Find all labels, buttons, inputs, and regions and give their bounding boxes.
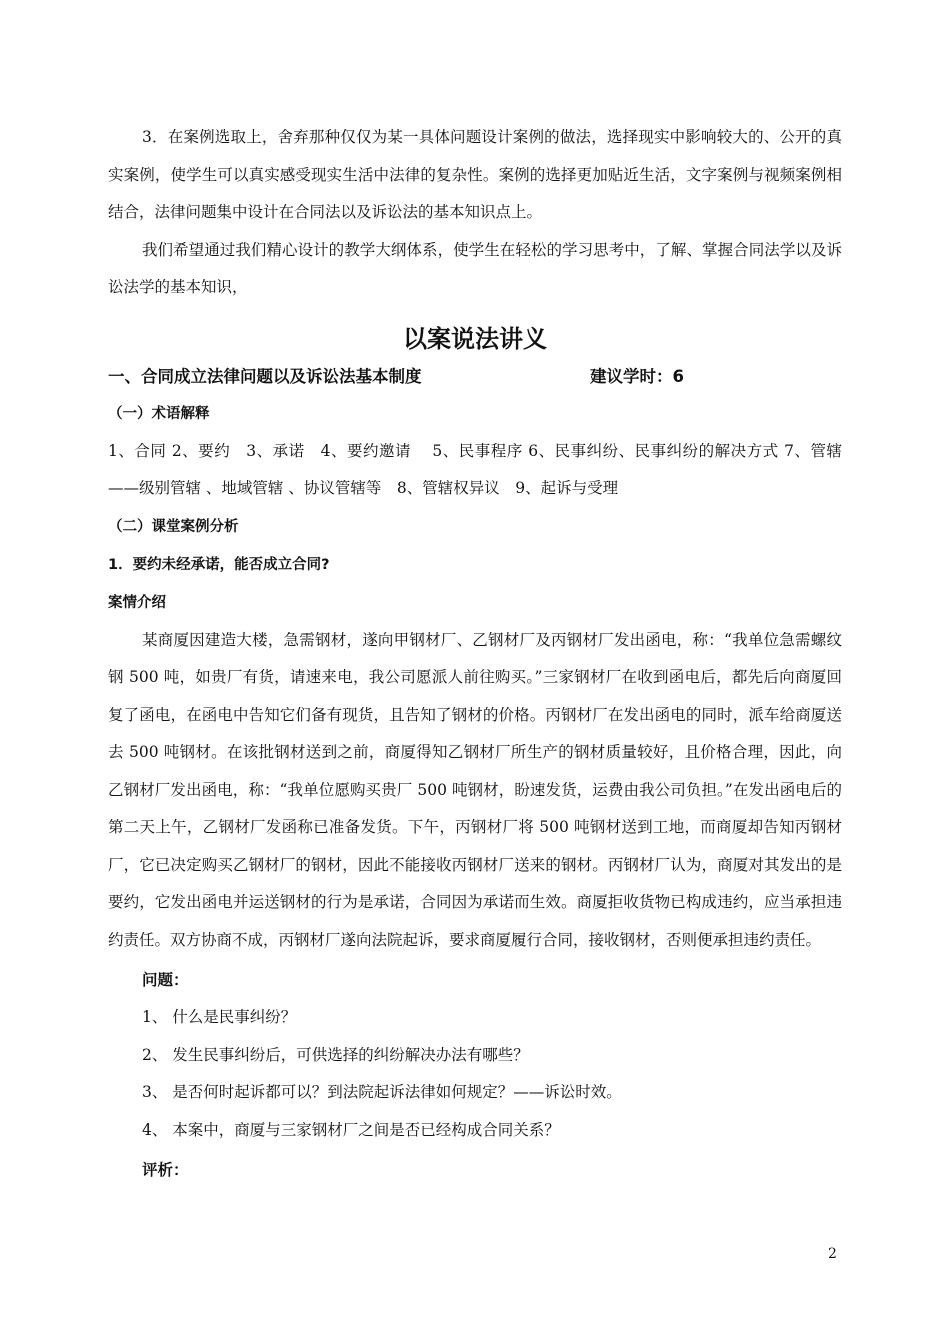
intro-paragraph-1: 3．在案例选取上，舍弃那种仅仅为某一具体问题设计案例的做法，选择现实中影响较大的、公开的真实案例，使学生可以真实感受现实生活中法律的复杂性。案例的选择更加贴近生活，文字案例与视频案例相结合，法律问题集中设计在合同法以及诉讼法的基本知识点上。: [108, 128, 842, 221]
document-title: 以案说法讲义: [403, 324, 547, 353]
section-heading: [108, 359, 842, 395]
page-number: 2: [828, 1246, 837, 1262]
intro-paragraph-2: 我们希望通过我们精心设计的教学大纲体系，使学生在轻松的学习思考中，了解、掌握合同法学以及诉讼法学的基本知识，: [108, 240, 842, 296]
section-title: 一、合同成立法律问题以及诉讼法基本制度: [108, 366, 422, 386]
terms-list: 1、合同 2、要约 3、承诺 4、要约邀请 5、民事程序 6、民事纠纷、民事纠纷的解决方式 7、管辖——级别管辖 、地域管辖 、协议管辖等 8、管辖权异议 9、起诉与受理: [108, 441, 842, 497]
question-item: 4、 本案中，商厦与三家钢材厂之间是否已经构成合同关系？: [142, 1120, 560, 1139]
terms-heading: （一）术语解释: [108, 405, 210, 422]
questions-label: 问题：: [142, 971, 189, 989]
question-item: 1、 什么是民事纠纷？: [142, 1008, 297, 1026]
suggested-hours: 建议学时：6: [590, 366, 684, 386]
case-1-title: 1．要约未经承诺，能否成立合同?: [108, 556, 330, 573]
case-intro-label: 案情介绍: [108, 594, 166, 611]
page-content: [108, 119, 842, 1189]
case-body: 某商厦因建造大楼，急需钢材，遂向甲钢材厂、乙钢材厂及丙钢材厂发出函电，称：“我单位急需螺纹钢 500 吨，如贵厂有货，请速来电，我公司愿派人前往购买。”三家钢材厂在收到函电后，都先后向商厦回复了函电，在函电中告知它们备有现货，且告知了钢材的价格。丙钢材厂在发出函电的同时，派车给商厦送去 500 吨钢材。在该批钢材送到之前，商厦得知乙钢材厂所生产的钢材质量较好，且价格合理，因此，向乙钢材厂发出函电，称：“我单位愿购买贵厂 500 吨钢材，盼速发货，运费由我公司负担。”在发出函电后的第二天上午，乙钢材厂发函称已准备发货。下午，丙钢材厂将 500 吨钢材送到工地，而商厦却告知丙钢材厂，它已决定购买乙钢材厂的钢材，因此不能接收丙钢材厂送来的钢材。丙钢材厂认为，商厦对其发出的是要约，它发出函电并运送钢材的行为是承诺，合同因为承诺而生效。商厦拒收货物已构成违约，应当承担违约责任。双方协商不成，丙钢材厂遂向法院起诉，要求商厦履行合同，接收钢材，否则便承担违约责任。: [108, 630, 842, 949]
analysis-label: 评析：: [142, 1161, 189, 1179]
question-item: 3、 是否何时起诉都可以？到法院起诉法律如何规定？——诉讼时效。: [142, 1083, 622, 1101]
question-item: 2、 发生民事纠纷后，可供选择的纠纷解决办法有哪些？: [142, 1045, 529, 1064]
case-analysis-heading: （二）课堂案例分析: [108, 518, 239, 535]
